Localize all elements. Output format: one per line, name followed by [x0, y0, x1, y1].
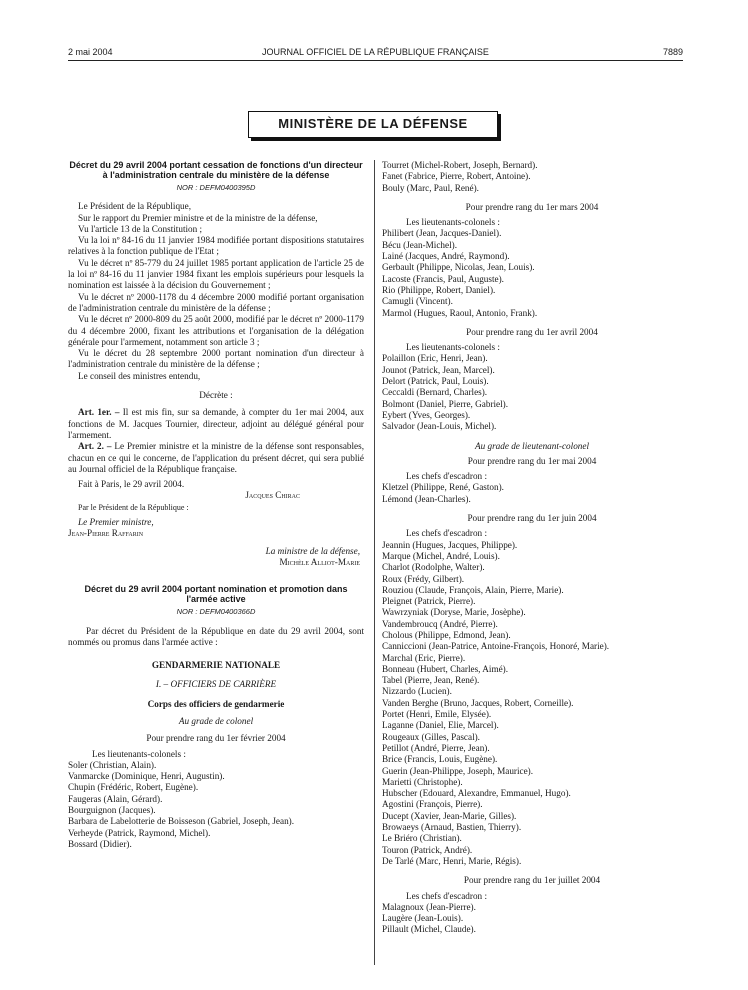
officer-name: Barbara de Labelotterie de Boisseson (Gabriel, Joseph, Jean).	[68, 816, 295, 827]
decree1-pm-title: Le Premier ministre,	[78, 517, 154, 528]
gendarmerie-heading: GENDARMERIE NATIONALE	[151, 660, 281, 671]
officer-name: Faugeras (Alain, Gérard).	[68, 793, 163, 804]
officer-name: Rougeaux (Gilles, Pascal).	[382, 731, 480, 742]
ltcol-label-apr: Les lieutenants-colonels :	[406, 342, 500, 353]
decree1-signer: Jacques Chirac	[245, 490, 300, 501]
officer-name: Bossard (Didier).	[68, 838, 132, 849]
officer-name: Soler (Christian, Alain).	[68, 759, 157, 770]
decree2-intro: Par décret du Président de la République en date du 29 avril 2004, sont nommés ou promus dans l'armée active :	[68, 625, 364, 647]
officer-name: Marmol (Hugues, Raoul, Antonio, Frank).	[382, 307, 538, 318]
corps-heading: Corps des officiers de gendarmerie	[147, 698, 285, 709]
ministry-box: MINISTÈRE DE LA DÉFENSE	[248, 111, 498, 138]
grade-ltcol-heading: Au grade de lieutenant-colonel	[474, 440, 590, 451]
right-column	[382, 160, 682, 936]
officer-name: Cholous (Philippe, Edmond, Jean).	[382, 629, 511, 640]
header-date: 2 mai 2004	[68, 47, 113, 57]
officer-name: Charlot (Rodolphe, Walter).	[382, 562, 485, 573]
decree1-visa: Vu le décret nº 85-779 du 24 juillet 1985 portant application de l'article 25 de la loi nº 84-16 du 11 janvier 1984 fixant les emplois supérieurs pour lesquels la nomination est laissée à la décision du Gouvernement ;	[68, 257, 364, 291]
decree2-title: Décret du 29 avril 2004 portant nomination et promotion dans l'armée active	[84, 584, 348, 605]
officer-name: Bonneau (Hubert, Charles, Aimé).	[382, 663, 509, 674]
officer-name: Pillault (Michel, Claude).	[382, 924, 476, 935]
decree1-visa: Le conseil des ministres entendu,	[78, 370, 201, 381]
officer-name: Bourguignon (Jacques).	[68, 805, 156, 816]
officer-name: Malagnoux (Jean-Pierre).	[382, 901, 476, 912]
decree1-nor: NOR : DEFM0400395D	[176, 183, 256, 192]
header-page-number: 7889	[662, 47, 683, 57]
officer-name: Tabel (Pierre, Jean, René).	[382, 675, 480, 686]
left-column	[68, 160, 364, 850]
decree1-minister-name: Michèle Alliot-Marie	[279, 556, 360, 567]
list-jul	[382, 902, 682, 936]
rank-mar-heading: Pour prendre rang du 1er mars 2004	[465, 201, 599, 212]
officer-name: Brice (Francis, Louis, Eugène).	[382, 754, 498, 765]
officer-name: Bolmont (Daniel, Pierre, Gabriel).	[382, 398, 509, 409]
officer-name: Chupin (Frédéric, Robert, Eugène).	[68, 782, 199, 793]
officer-name: Fanet (Fabrice, Pierre, Robert, Antoine).	[382, 171, 531, 182]
officer-name: Canniccioni (Jean-Patrice, Antoine-François, Honoré, Marie).	[382, 641, 610, 652]
cdt-label-jul: Les chefs d'escadron :	[406, 890, 487, 901]
list-jun	[382, 540, 682, 868]
officer-name: De Tarlé (Marc, Henri, Marie, Régis).	[382, 855, 522, 866]
decree1-article-1: Art. 1er. – Il est mis fin, sur sa demande, à compter du 1er mai 2004, aux fonctions de M. Jacques Tournier, directeur, adjoint au délégué général pour l'armement.	[68, 407, 365, 440]
rank-jun-heading: Pour prendre rang du 1er juin 2004	[467, 513, 597, 524]
officer-name: Browaeys (Arnaud, Bastien, Thierry).	[382, 822, 522, 833]
list-feb	[68, 760, 364, 850]
officer-name: Camugli (Vincent).	[382, 296, 453, 307]
officer-name: Delort (Patrick, Paul, Louis).	[382, 376, 489, 387]
officer-name: Ducept (Xavier, Jean-Marie, Gilles).	[382, 810, 517, 821]
officer-name: Hubscher (Edouard, Alexandre, Emmanuel, Hugo).	[382, 788, 571, 799]
rank-apr-heading: Pour prendre rang du 1er avril 2004	[466, 326, 598, 337]
officer-name: Polaillon (Eric, Henri, Jean).	[382, 353, 488, 364]
decree1-title: Décret du 29 avril 2004 portant cessation de fonctions d'un directeur à l'administration centrale du ministère de la défense	[69, 160, 363, 180]
decree1-visas	[68, 213, 364, 382]
decree2-nor: NOR : DEFM0400366D	[176, 607, 256, 617]
officer-name: Wawrzyniak (Doryse, Marie, Josèphe).	[382, 607, 526, 618]
officer-name: Lémond (Jean-Charles).	[382, 493, 471, 504]
decree1-article-2: Art. 2. – Le Premier ministre et la ministre de la défense sont responsables, chacun en ce qui le concerne, de l'application du présent décret, qui sera publié au Journal officiel de la République française.	[68, 441, 365, 474]
grade-colonel-heading: Au grade de colonel	[178, 715, 254, 726]
ltcol-label-mar: Les lieutenants-colonels :	[406, 217, 500, 228]
page-header	[68, 47, 683, 61]
decree1-visa: Sur le rapport du Premier ministre et de la ministre de la défense,	[78, 212, 318, 223]
officer-name: Verheyde (Patrick, Raymond, Michel).	[68, 827, 211, 838]
officer-name: Tourret (Michel-Robert, Joseph, Bernard).	[382, 160, 538, 170]
rank-feb-heading: Pour prendre rang du 1er février 2004	[146, 733, 286, 744]
officer-name: Ceccaldi (Bernard, Charles).	[382, 387, 488, 398]
officer-name: Lainé (Jacques, André, Raymond).	[382, 251, 510, 262]
officer-name: Roux (Frédy, Gilbert).	[382, 573, 465, 584]
decree1-president: Le Président de la République,	[78, 201, 192, 212]
officer-name: Nizzardo (Lucien).	[382, 686, 452, 697]
officer-name: Kletzel (Philippe, René, Gaston).	[382, 482, 504, 493]
officer-name: Vanden Berghe (Bruno, Jacques, Robert, Corneille).	[382, 697, 574, 708]
officer-name: Pleignet (Patrick, Pierre).	[382, 596, 476, 607]
officer-name: Marchal (Eric, Pierre).	[382, 652, 466, 663]
officer-name: Agostini (François, Pierre).	[382, 799, 483, 810]
decree1-pm-name: Jean-Pierre Raffarin	[68, 528, 144, 539]
decree1-visa: Vu le décret nº 2000-809 du 25 août 2000, modifié par le décret nº 2000-1179 du 4 décembre 2000, fixant les attributions et l'organisation de la délégation générale pour l'armement, notamment son article 3 ;	[68, 314, 364, 347]
officer-name: Portet (Henri, Emile, Elysée).	[382, 709, 492, 720]
list-may	[382, 482, 682, 505]
officer-name: Touron (Patrick, André).	[382, 844, 473, 855]
ltcol-label-feb: Les lieutenants-colonels :	[92, 748, 186, 759]
list-apr	[382, 353, 682, 432]
decree1-visa: Vu l'article 13 de la Constitution ;	[78, 223, 203, 234]
column-divider	[374, 160, 375, 965]
officiers-heading: I. – OFFICIERS DE CARRIÈRE	[155, 679, 277, 690]
officer-name: Lacoste (Francis, Paul, Auguste).	[382, 273, 504, 284]
officer-name: Petillot (André, Pierre, Jean).	[382, 742, 490, 753]
rank-jul-heading: Pour prendre rang du 1er juillet 2004	[463, 875, 601, 886]
decree1-done: Fait à Paris, le 29 avril 2004.	[78, 479, 185, 490]
officer-name: Le Briéro (Christian).	[382, 833, 462, 844]
officer-name: Guerin (Jean-Philippe, Joseph, Maurice).	[382, 765, 534, 776]
cdt-label-jun: Les chefs d'escadron :	[406, 528, 487, 539]
decree1-decrete: Décrète :	[199, 390, 233, 401]
decree1-visa: Vu le décret nº 2000-1178 du 4 décembre 2000 modifié portant organisation de l'administration centrale du ministère de la défense ;	[68, 291, 364, 313]
officer-name: Rouziou (Claude, François, Alain, Pierre, Marie).	[382, 584, 564, 595]
officer-name: Eybert (Yves, Georges).	[382, 409, 471, 420]
officer-name: Jounot (Patrick, Jean, Marcel).	[382, 364, 495, 375]
officer-name: Rio (Philippe, Robert, Daniel).	[382, 284, 496, 295]
list-mar	[382, 228, 682, 318]
officer-name: Vanmarcke (Dominique, Henri, Augustin).	[68, 771, 225, 782]
decree1-visa: Vu le décret du 28 septembre 2000 portant nomination d'un directeur à l'administration centrale du ministère de la défense ;	[68, 348, 364, 370]
officer-name: Bécu (Jean-Michel).	[382, 239, 457, 250]
header-journal: JOURNAL OFFICIEL DE LA RÉPUBLIQUE FRANÇAISE	[262, 47, 489, 57]
list-feb-continued	[382, 160, 682, 194]
decree1-visa: Vu la loi nº 84-16 du 11 janvier 1984 modifiée portant dispositions statutaires relatives à la fonction publique de l'Etat ;	[68, 235, 364, 257]
officer-name: Marietti (Christophe).	[382, 776, 463, 787]
rank-may-heading: Pour prendre rang du 1er mai 2004	[467, 455, 597, 466]
cdt-label-may: Les chefs d'escadron :	[406, 471, 487, 482]
officer-name: Laugère (Jean-Louis).	[382, 913, 464, 924]
officer-name: Bouly (Marc, Paul, René).	[382, 182, 479, 193]
officer-name: Philibert (Jean, Jacques-Daniel).	[382, 228, 502, 239]
decree1-minister-title: La ministre de la défense,	[265, 545, 360, 556]
officer-name: Laganne (Daniel, Elie, Marcel).	[382, 720, 499, 731]
officer-name: Marque (Michel, André, Louis).	[382, 550, 500, 561]
officer-name: Gerbault (Philippe, Nicolas, Jean, Louis).	[382, 262, 535, 273]
decree1-by-president: Par le Président de la République :	[78, 502, 189, 512]
officer-name: Salvador (Jean-Louis, Michel).	[382, 421, 497, 432]
officer-name: Jeannin (Hugues, Jacques, Philippe).	[382, 539, 518, 550]
officer-name: Vandembroucq (André, Pierre).	[382, 618, 498, 629]
